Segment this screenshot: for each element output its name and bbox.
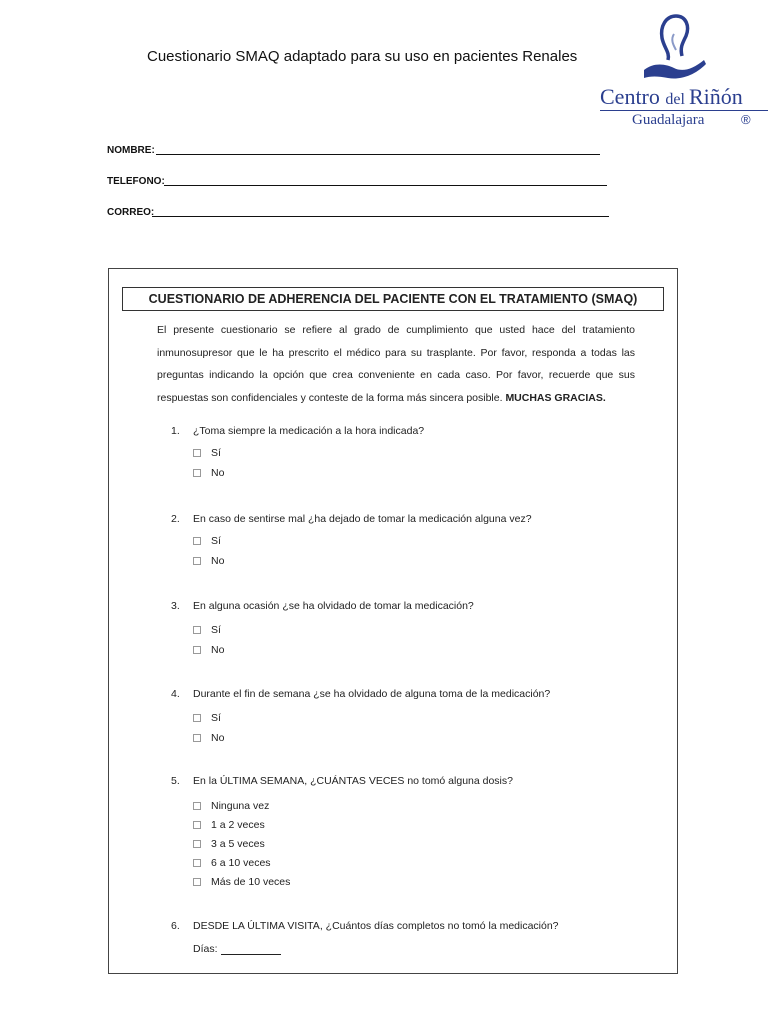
question-5-option-1[interactable] <box>193 800 269 812</box>
question-number: 6. <box>171 920 180 932</box>
question-1 <box>171 425 424 437</box>
option-label: 3 a 5 veces <box>211 838 265 850</box>
checkbox-icon[interactable] <box>193 646 201 654</box>
question-5 <box>171 775 513 787</box>
field-nombre-label: NOMBRE: <box>107 145 155 156</box>
question-5-option-2[interactable] <box>193 819 265 831</box>
checkbox-icon[interactable] <box>193 714 201 722</box>
intro-text: El presente cuestionario se refiere al grado de cumplimiento que usted hace del tratamiento inmunosupresor que le ha prescrito el médico para su trasplante. Por favor, responda a todas las preguntas indicando la opción que crea conveniente en cada caso. Por favor, recuerde que sus respuestas son confidenciales y conteste de la forma más sincera posible. <box>157 324 635 404</box>
card-title: CUESTIONARIO DE ADHERENCIA DEL PACIENTE CON EL TRATAMIENTO (SMAQ) <box>122 287 664 311</box>
centro-del-rinon-logo <box>596 12 768 137</box>
question-6 <box>171 920 559 932</box>
option-label: Sí <box>211 447 221 459</box>
checkbox-icon[interactable] <box>193 840 201 848</box>
title-plain: Cuestionario SMAQ <box>147 48 284 65</box>
checkbox-icon[interactable] <box>193 878 201 886</box>
question-5-option-4[interactable] <box>193 857 271 869</box>
field-correo-label: CORREO: <box>107 207 155 218</box>
question-5-option-5[interactable] <box>193 876 290 888</box>
question-4-option-no[interactable] <box>193 732 224 744</box>
question-1-option-no[interactable] <box>193 467 224 479</box>
title-rest: adaptado para su uso en pacientes Renales <box>283 48 578 65</box>
question-1-option-si[interactable] <box>193 447 221 459</box>
logo-name-small: del <box>665 91 689 108</box>
question-2 <box>171 513 532 525</box>
question-4-option-si[interactable] <box>193 712 221 724</box>
question-text: DESDE LA ÚLTIMA VISITA, ¿Cuántos días completos no tomó la medicación? <box>193 920 559 932</box>
option-label: Sí <box>211 712 221 724</box>
question-number: 3. <box>171 600 180 612</box>
logo-divider <box>600 110 768 111</box>
kidney-hand-logo-icon <box>640 12 712 84</box>
dias-label: Días: <box>193 943 218 955</box>
question-number: 5. <box>171 775 180 787</box>
dias-field <box>193 943 281 955</box>
question-2-option-no[interactable] <box>193 555 224 567</box>
logo-city: Guadalajara <box>632 112 705 128</box>
checkbox-icon[interactable] <box>193 821 201 829</box>
question-number: 4. <box>171 688 180 700</box>
checkbox-icon[interactable] <box>193 557 201 565</box>
checkbox-icon[interactable] <box>193 537 201 545</box>
option-label: 6 a 10 veces <box>211 857 271 869</box>
document-title <box>147 48 577 65</box>
logo-name <box>600 84 743 110</box>
option-label: Más de 10 veces <box>211 876 291 888</box>
checkbox-icon[interactable] <box>193 449 201 457</box>
checkbox-icon[interactable] <box>193 734 201 742</box>
checkbox-icon[interactable] <box>193 802 201 810</box>
question-2-option-si[interactable] <box>193 535 221 547</box>
dias-input-line[interactable] <box>221 944 281 955</box>
question-text: En alguna ocasión ¿se ha olvidado de tomar la medicación? <box>193 600 474 612</box>
question-text: ¿Toma siempre la medicación a la hora indicada? <box>193 425 425 437</box>
question-number: 1. <box>171 425 180 437</box>
option-label: No <box>211 555 225 567</box>
logo-name-main: Centro <box>600 84 666 109</box>
option-label: Ninguna vez <box>211 800 270 812</box>
checkbox-icon[interactable] <box>193 859 201 867</box>
option-label: No <box>211 467 225 479</box>
option-label: No <box>211 644 225 656</box>
question-number: 2. <box>171 513 180 525</box>
question-5-option-3[interactable] <box>193 838 265 850</box>
option-label: Sí <box>211 624 221 636</box>
question-3 <box>171 600 474 612</box>
option-label: 1 a 2 veces <box>211 819 265 831</box>
question-4 <box>171 688 550 700</box>
option-label: Sí <box>211 535 221 547</box>
question-text: En la ÚLTIMA SEMANA, ¿CUÁNTAS VECES no tomó alguna dosis? <box>193 775 513 787</box>
intro-paragraph <box>157 319 635 409</box>
intro-bold: MUCHAS GRACIAS. <box>505 391 606 404</box>
checkbox-icon[interactable] <box>193 469 201 477</box>
registered-mark: ® <box>741 112 751 127</box>
field-telefono-line[interactable] <box>164 174 607 186</box>
field-telefono-label: TELEFONO: <box>107 176 165 187</box>
logo-name-end: Riñón <box>688 84 743 109</box>
question-text: En caso de sentirse mal ¿ha dejado de tomar la medicación alguna vez? <box>193 513 532 525</box>
question-3-option-si[interactable] <box>193 624 221 636</box>
question-3-option-no[interactable] <box>193 644 224 656</box>
question-text: Durante el fin de semana ¿se ha olvidado de alguna toma de la medicación? <box>193 688 551 700</box>
smaq-questionnaire-card <box>108 268 678 974</box>
checkbox-icon[interactable] <box>193 626 201 634</box>
option-label: No <box>211 732 225 744</box>
field-correo-line[interactable] <box>152 205 609 217</box>
field-nombre-line[interactable] <box>156 143 600 155</box>
